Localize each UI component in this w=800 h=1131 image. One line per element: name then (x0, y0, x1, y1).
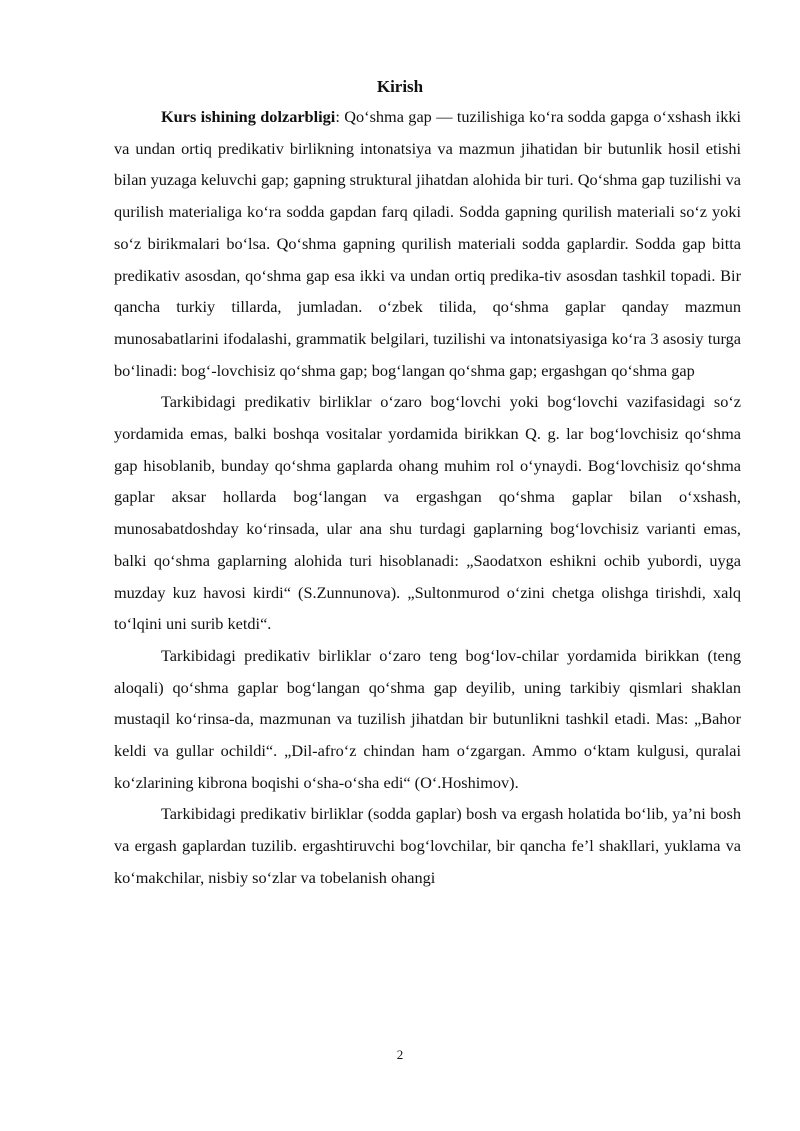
body-text (114, 101, 741, 894)
paragraph (114, 798, 741, 893)
paragraph-text: : Qo‘shma gap — tuzilishiga ko‘ra sodda gapga o‘xshash ikki va undan ortiq predikativ birlikning intonatsiya va mazmun jihatidan bir butunlik hosil etishi bilan yuzaga keluvchi gap; gapning struktural jihatdan alohida bir turi. Qo‘shma gap tuzilishi va qurilish materialiga ko‘ra sodda gapdan farq qiladi. Sodda gapning qurilish materiali so‘z yoki so‘z birikmalari bo‘lsa. Qo‘shma gapning qurilish materiali sodda gaplardir. Sodda gap bitta predikativ asosdan, qo‘shma gap esa ikki va undan ortiq predika-tiv asosdan tashkil topadi. Bir qancha turkiy tillarda, jumladan. o‘zbek tilida, qo‘shma gaplar qanday mazmun munosabatlarini ifodalashi, grammatik belgilari, tuzilishi va intonatsiyasiga ko‘ra 3 asosiy turga bo‘linadi: bog‘-lovchisiz qo‘shma gap; bog‘langan qo‘shma gap; ergashgan qo‘shma gap (114, 107, 741, 380)
paragraph (114, 101, 741, 386)
paragraph-text: Tarkibidagi predikativ birliklar o‘zaro bog‘lovchi yoki bog‘lovchi vazifasidagi so‘z yordamida emas, balki boshqa vositalar yordamida birikkan Q. g. lar bog‘lovchisiz qo‘shma gap hisoblanib, bunday qo‘shma gaplarda ohang muhim rol o‘ynaydi. Bog‘lovchisiz qo‘shma gaplar aksar hollarda bog‘langan va ergashgan qo‘shma gaplar bilan o‘xshash, munosabatdoshday ko‘rinsada, ular ana shu turdagi gaplarning bog‘lovchisiz varianti emas, balki qo‘shma gaplarning alohida turi hisoblanadi: „Saodatxon eshikni ochib yubordi, uyga muzday kuz havosi kirdi“ (S.Zunnunova). „Sultonmurod o‘zini chetga olishga tirishdi, xalq to‘lqini uni surib ketdi“. (114, 392, 741, 634)
paragraph-lead: Kurs ishining dolzarbligi (161, 107, 336, 126)
paragraph (114, 640, 741, 799)
paragraph-text: Tarkibidagi predikativ birliklar (sodda gaplar) bosh va ergash holatida bo‘lib, ya’ni bosh va ergash gaplardan tuzilib. ergashtiruvchi bog‘lovchilar, bir qancha fe’l shakllari, yuklama va ko‘makchilar, nisbiy so‘zlar va tobelanish ohangi (114, 804, 741, 887)
section-heading: Kirish (376, 77, 424, 96)
paragraph (114, 386, 741, 640)
page-number: 2 (396, 1047, 404, 1062)
paragraph-text: Tarkibidagi predikativ birliklar o‘zaro teng bog‘lov-chilar yordamida birikkan (teng aloqali) qo‘shma gaplar bog‘langan qo‘shma gap deyilib, uning tarkibiy qismlari shaklan mustaqil ko‘rinsa-da, mazmunan va tuzilish jihatdan bir butunlikni tashkil etadi. Mas: „Bahor keldi va gullar ochildi“. „Dil-afro‘z chindan ham o‘zgargan. Ammo o‘ktam kulgusi, quralai ko‘zlarining kibrona boqishi o‘sha-o‘sha edi“ (O‘.Hoshimov). (114, 645, 741, 792)
